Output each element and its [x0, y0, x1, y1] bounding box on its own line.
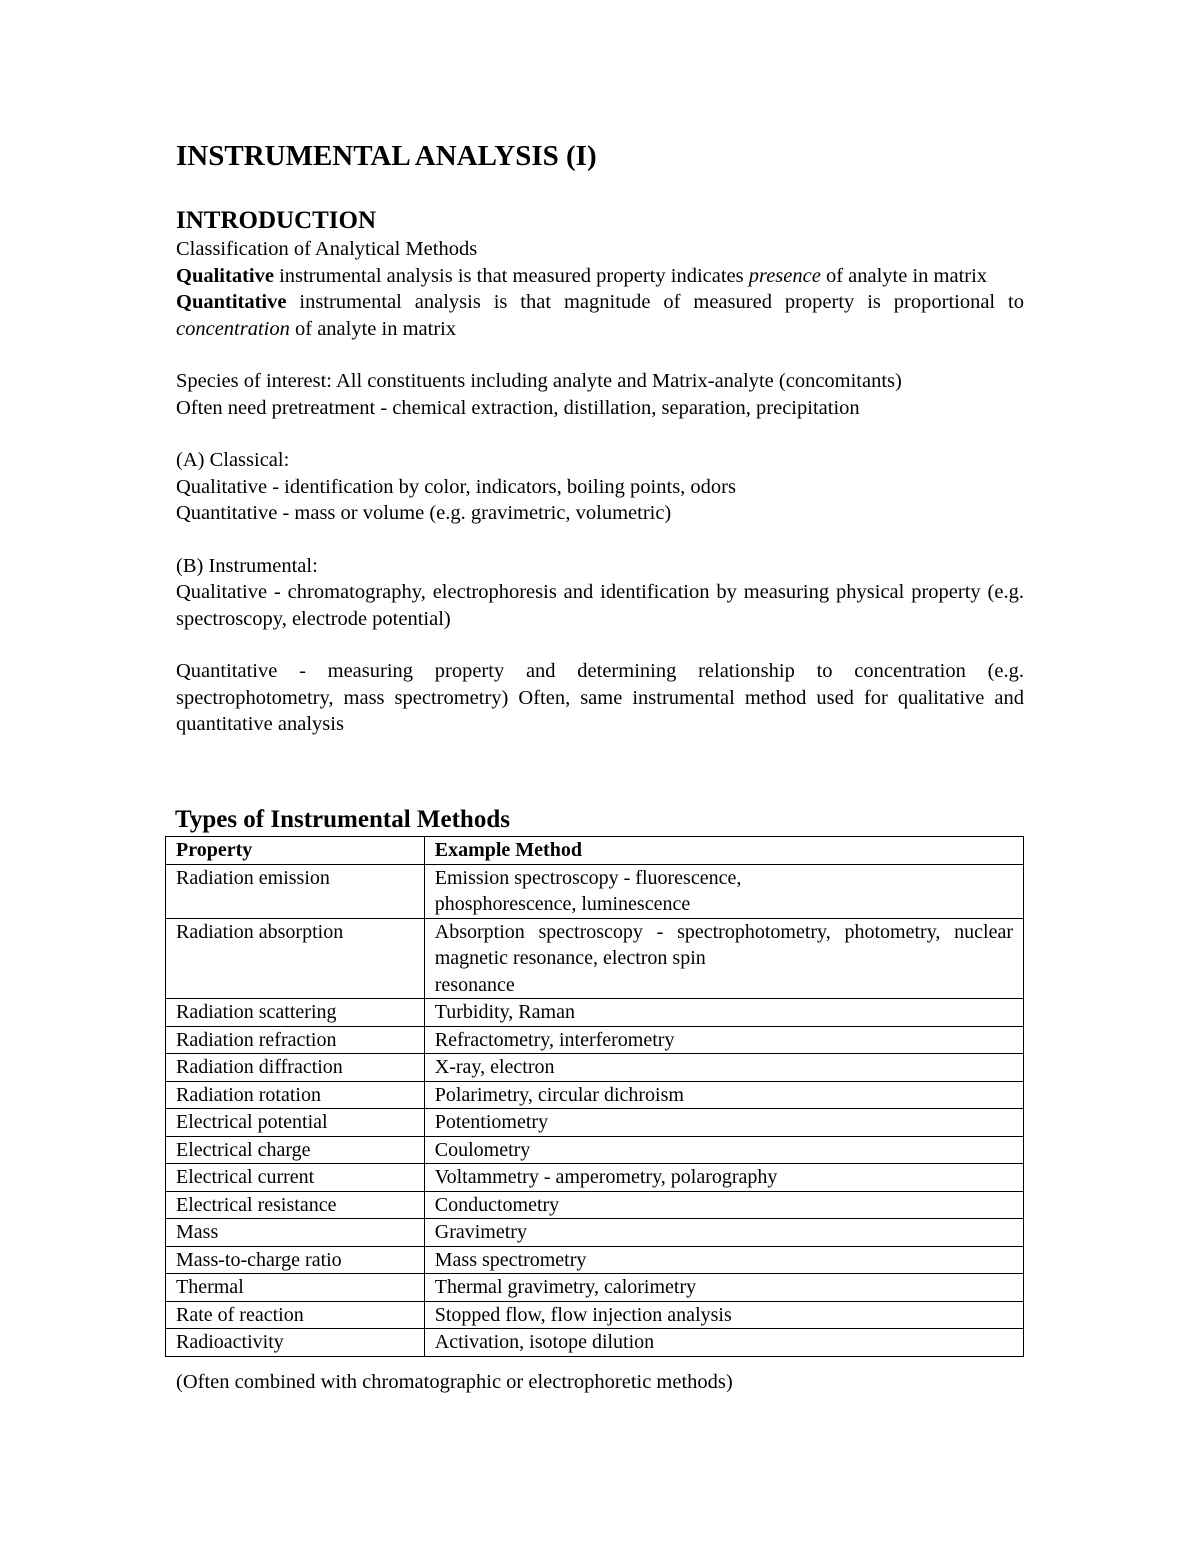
- quantitative-term: Quantitative: [176, 291, 287, 313]
- method-cell: Activation, isotope dilution: [424, 1329, 1023, 1357]
- table-row: [166, 864, 1024, 918]
- method-cell: [424, 864, 1023, 918]
- property-cell: Radioactivity: [166, 1329, 425, 1357]
- species-line: Species of interest: All constituents including analyte and Matrix-analyte (concomitants): [176, 370, 902, 392]
- classical-heading: (A) Classical:: [176, 449, 290, 471]
- instrumental-quantitative: Quantitative - measuring property and determining relationship to concentration (e.g. spectrophotometry, mass spectrometry) Often, same instrumental method used for qualitative and quantitative analysis: [176, 660, 1024, 735]
- classification-line: Classification of Analytical Methods: [176, 238, 478, 260]
- instrumental-heading: (B) Instrumental:: [176, 554, 318, 577]
- property-cell: Radiation rotation: [166, 1081, 425, 1109]
- table-row: [166, 1246, 1024, 1274]
- method-cell: Thermal gravimetry, calorimetry: [424, 1274, 1023, 1302]
- property-cell: Radiation scattering: [166, 999, 425, 1027]
- property-cell: Mass: [166, 1219, 425, 1247]
- method-text: Absorption spectroscopy - spectrophotometry, photometry, nuclear magnetic resonance, electron spin resonance: [434, 920, 1013, 996]
- quantitative-text-a: instrumental analysis is that magnitude of measured property is proportional to: [286, 291, 1024, 313]
- method-cell: Stopped flow, flow injection analysis: [424, 1301, 1023, 1329]
- method-cell: Conductometry: [424, 1191, 1023, 1219]
- table-row: [166, 1301, 1024, 1329]
- qualitative-emphasis: presence: [748, 264, 821, 287]
- table-row: [166, 918, 1024, 999]
- table-row: [166, 1191, 1024, 1219]
- pretreatment-line: Often need pretreatment - chemical extraction, distillation, separation, precipitation: [176, 396, 860, 419]
- table-row: [166, 1081, 1024, 1109]
- method-cell: Polarimetry, circular dichroism: [424, 1081, 1023, 1109]
- instrumental-methods-table: [165, 836, 1024, 1357]
- property-cell: Electrical charge: [166, 1136, 425, 1164]
- table-row: [166, 1329, 1024, 1357]
- property-cell: Thermal: [166, 1274, 425, 1302]
- table-row: [166, 1026, 1024, 1054]
- table-row: [166, 1219, 1024, 1247]
- quantitative-text-b: of analyte in matrix: [289, 317, 457, 340]
- table-footnote: (Often combined with chromatographic or electrophoretic methods): [176, 1371, 733, 1393]
- quantitative-emphasis: concentration: [176, 317, 290, 340]
- introduction-heading: INTRODUCTION: [176, 207, 377, 234]
- method-cell: Turbidity, Raman: [424, 999, 1023, 1027]
- property-cell: Radiation refraction: [166, 1026, 425, 1054]
- table-row: [166, 1109, 1024, 1137]
- property-cell: Radiation emission: [166, 864, 425, 918]
- column-header-example-method: Example Method: [424, 837, 1023, 865]
- table-row: [166, 1136, 1024, 1164]
- introduction-section: [176, 206, 1024, 738]
- qualitative-text-a: instrumental analysis is that measured property indicates: [273, 264, 749, 287]
- table-row: [166, 1274, 1024, 1302]
- types-heading: Types of Instrumental Methods: [175, 806, 510, 833]
- property-cell: Electrical resistance: [166, 1191, 425, 1219]
- method-cell: Coulometry: [424, 1136, 1023, 1164]
- property-cell: Mass-to-charge ratio: [166, 1246, 425, 1274]
- method-cell: [424, 918, 1023, 999]
- qualitative-definition: [176, 263, 1024, 290]
- property-cell: Radiation diffraction: [166, 1054, 425, 1082]
- property-cell: Electrical current: [166, 1164, 425, 1192]
- instrumental-qualitative: Qualitative - chromatography, electrophoresis and identification by measuring physical property (e.g. spectroscopy, electrode potential): [176, 581, 1024, 630]
- column-header-property: Property: [166, 837, 425, 865]
- method-cell: Mass spectrometry: [424, 1246, 1023, 1274]
- qualitative-term: Qualitative: [176, 264, 274, 287]
- method-cell: Potentiometry: [424, 1109, 1023, 1137]
- table-row: [166, 999, 1024, 1027]
- property-cell: Electrical potential: [166, 1109, 425, 1137]
- method-cell: Refractometry, interferometry: [424, 1026, 1023, 1054]
- method-line-1: Emission spectroscopy - fluorescence, phosphorescence, luminescence: [434, 866, 742, 915]
- property-cell: Radiation absorption: [166, 918, 425, 999]
- table-row: [166, 1054, 1024, 1082]
- classical-quantitative: Quantitative - mass or volume (e.g. gravimetric, volumetric): [176, 502, 672, 524]
- table-header-row: [166, 837, 1024, 865]
- qualitative-text-b: of analyte in matrix: [820, 264, 988, 287]
- table-row: [166, 1164, 1024, 1192]
- method-cell: Voltammetry - amperometry, polarography: [424, 1164, 1023, 1192]
- property-cell: Rate of reaction: [166, 1301, 425, 1329]
- document-title: INSTRUMENTAL ANALYSIS (I): [176, 140, 597, 172]
- method-cell: Gravimetry: [424, 1219, 1023, 1247]
- method-cell: X-ray, electron: [424, 1054, 1023, 1082]
- quantitative-definition: [176, 289, 1024, 342]
- classical-qualitative: Qualitative - identification by color, indicators, boiling points, odors: [176, 475, 736, 498]
